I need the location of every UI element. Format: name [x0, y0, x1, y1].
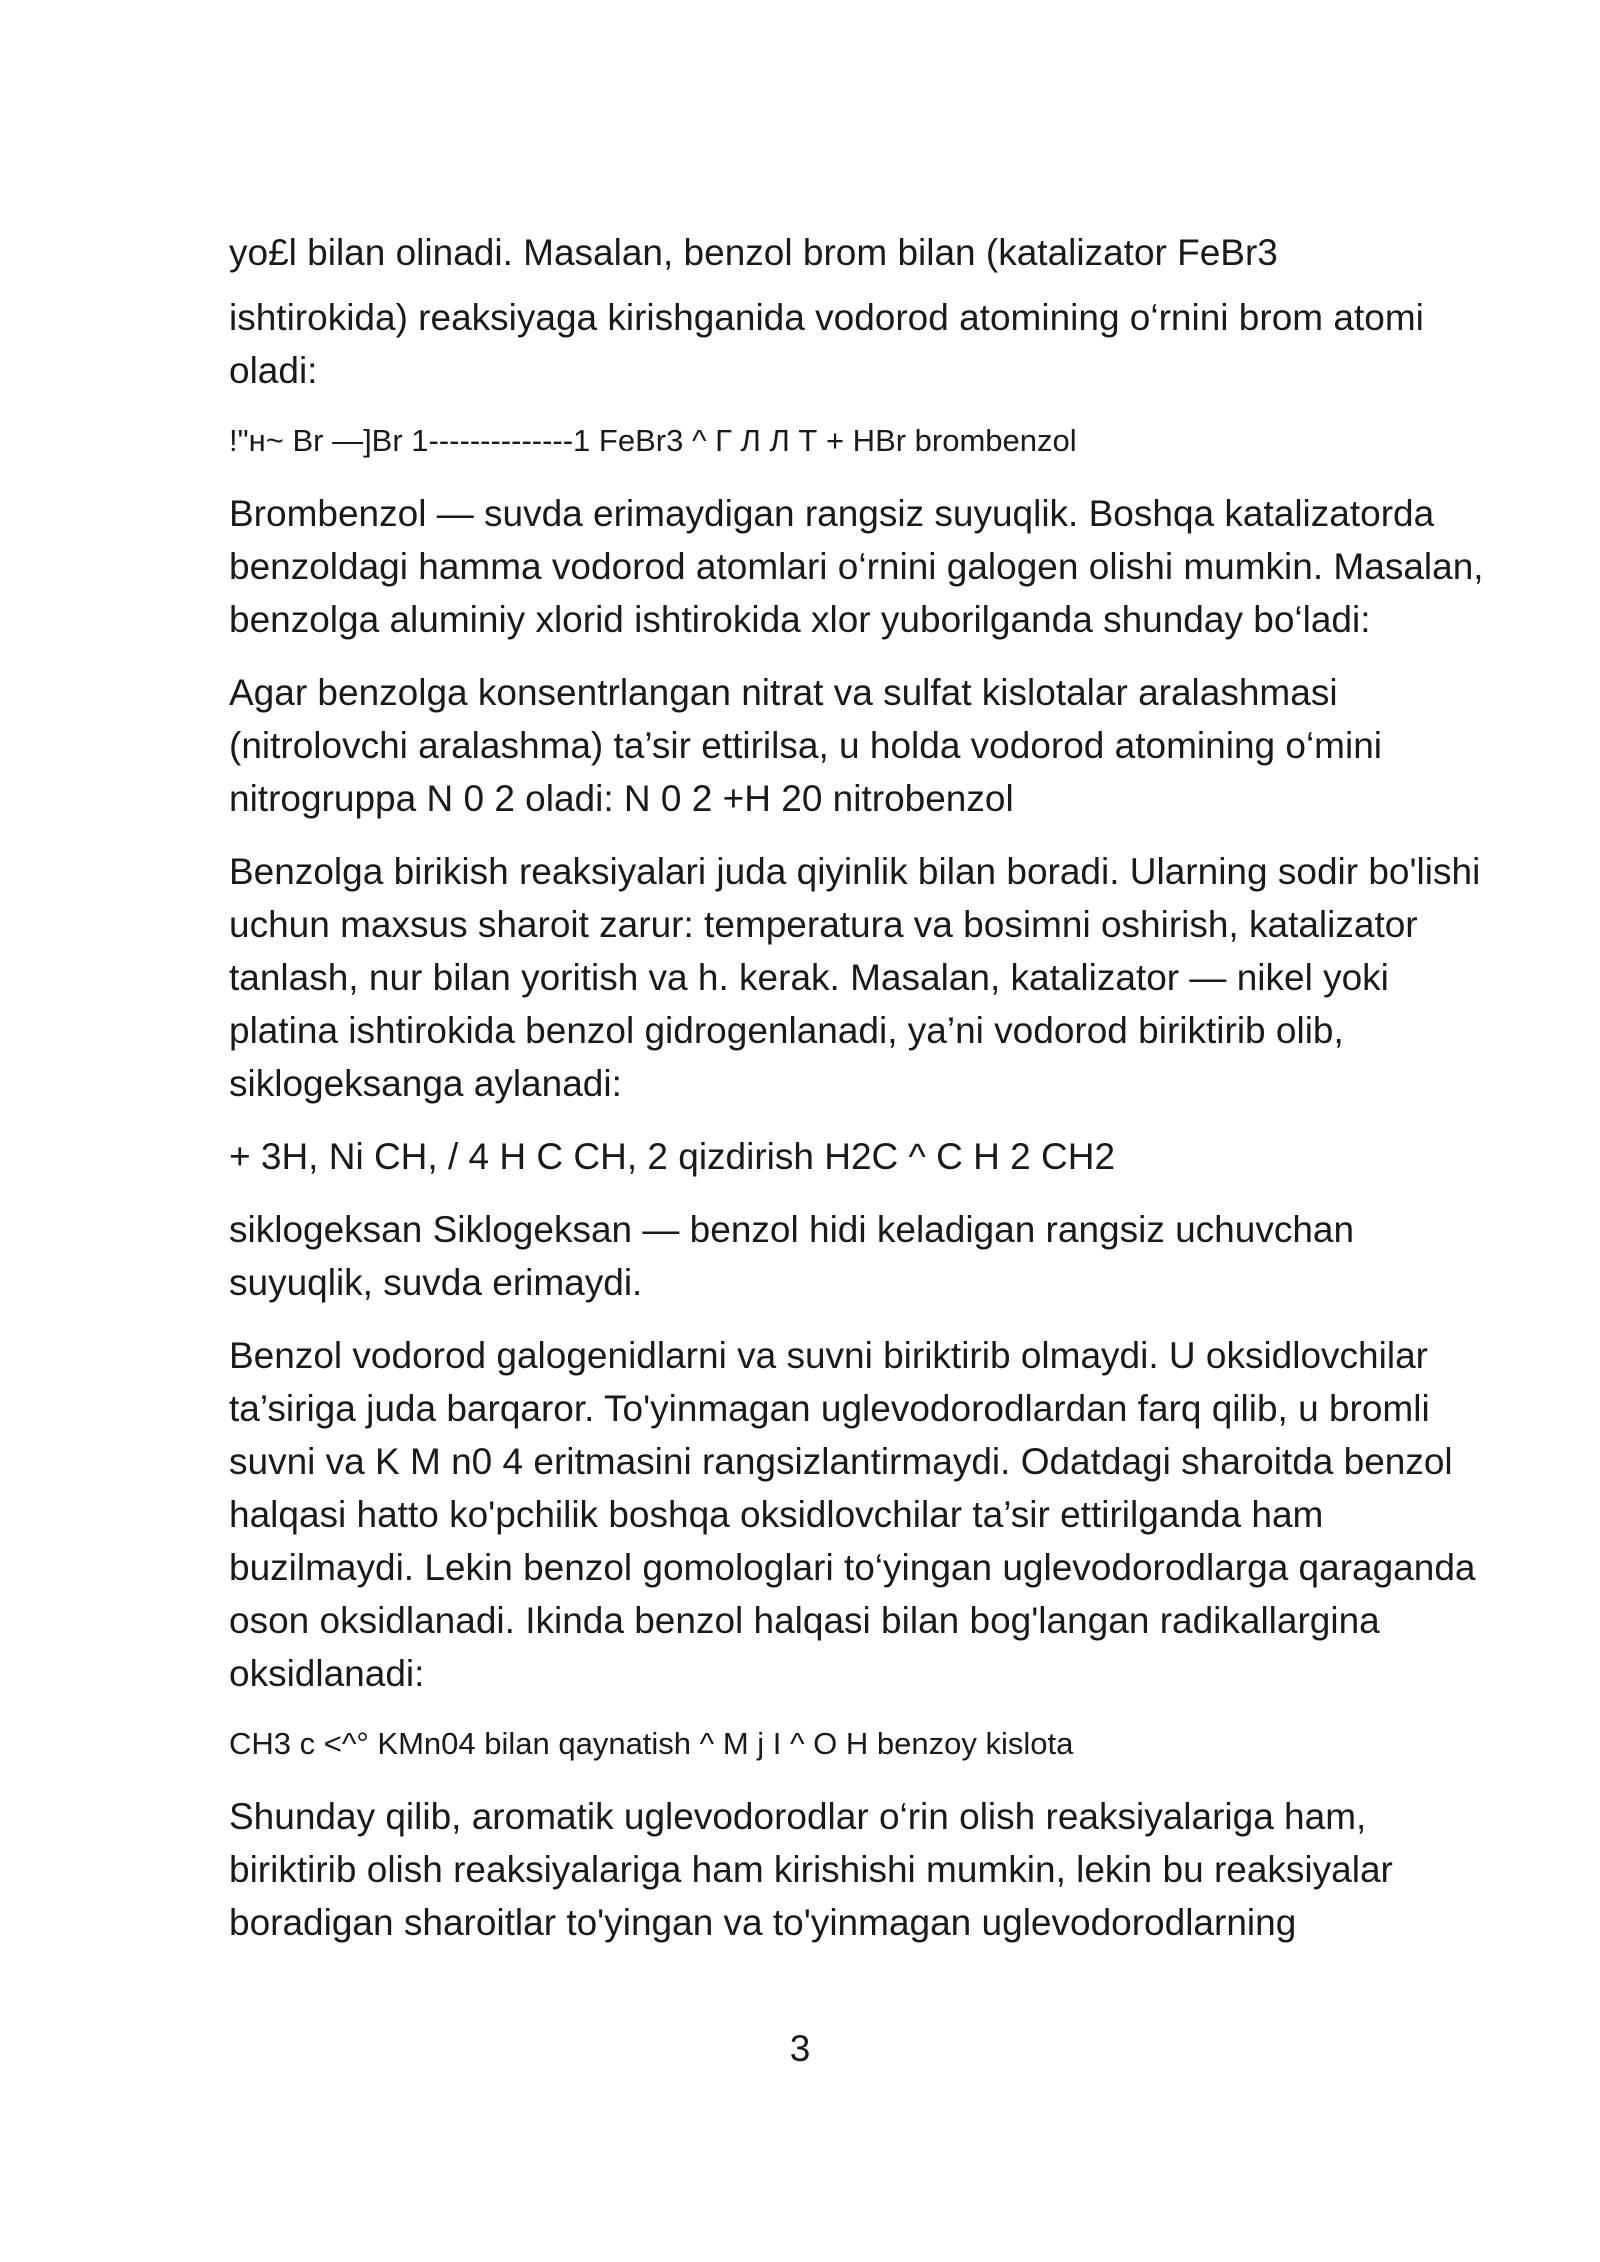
page-number: 3: [789, 2028, 811, 2069]
paragraph-7: Benzol vodorod galogenidlarni va suvni biriktirib olmaydi. U oksidlovchilar ta’siriga juda barqaror. To'yinmagan uglevodorodlardan farq qilib, u bromli suvni va K M n0 4 eritmasini rangsizlantirmaydi. Odatdagi sharoitda benzol halqasi hatto ko'pchilik boshqa oksidlovchilar ta’sir ettirilganda ham buzilmaydi. Lekin benzol gomologlari to‘yingan uglevodorodlarga qaraganda oson oksidlanadi. Ikinda benzol halqasi bilan bog'langan radikallargina oksidlanadi:: [229, 1335, 1476, 1694]
paragraph-4: Agar benzolga konsentrlangan nitrat va sulfat kislotalar aralashmasi (nitrolovchi aralashma) ta’sir ettirilsa, u holda vodorod atomining o‘mini nitrogruppa N 0 2 oladi: N 0 2 +H 20 nitrobenzol: [229, 672, 1383, 819]
paragraph-8: Shunday qilib, aromatik uglevodorodlar o‘rin olish reaksiyalariga ham, biriktirib olish reaksiyalariga ham kirishishi mumkin, lekin bu reaksiyalar boradigan sharoitlar to'yingan va to'yinmagan uglevodorodlarning: [229, 1796, 1393, 1943]
paragraph-1: yo£l bilan olinadi. Masalan, benzol brom bilan (katalizator FeBr3: [229, 232, 1278, 273]
paragraph-5: Benzolga birikish reaksiyalari juda qiyinlik bilan boradi. Ularning sodir bo'lishi uchun maxsus sharoit zarur: temperatura va bosimni oshirish, katalizator tanlash, nur bilan yoritish va h. kerak. Masalan, katalizator — nikel yoki platina ishtirokida benzol gidrogenlanadi, ya’ni vodorod biriktirib olib, siklogeksanga aylanadi:: [229, 851, 1481, 1104]
page-body: [229, 226, 1489, 1969]
equation-hydrogenation: + 3H, Ni CH, / 4 H C CH, 2 qizdirish H2C ^ C H 2 CH2: [229, 1136, 1116, 1177]
equation-oxidation: CH3 c <^° KMn04 bilan qaynatish ^ M j I ^ O H benzoy kislota: [229, 1726, 1074, 1761]
paragraph-2: ishtirokida) reaksiyaga kirishganida vodorod atomining o‘rnini brom atomi oladi:: [229, 297, 1424, 391]
equation-bromination: !"н~ Br —]Br 1--------------1 FeBr3 ^ Г Л Л Т + HBr brombenzol: [229, 423, 1077, 458]
paragraph-6: siklogeksan Siklogeksan — benzol hidi keladigan rangsiz uchuvchan suyuqlik, suvda erimaydi.: [229, 1209, 1355, 1303]
paragraph-3: Brombenzol — suvda erimaydigan rangsiz suyuqlik. Boshqa katalizatorda benzoldagi hamma vodorod atomlari o‘rnini galogen olishi mumkin. Masalan, benzolga aluminiy xlorid ishtirokida xlor yuborilganda shunday bo‘ladi:: [229, 493, 1484, 640]
